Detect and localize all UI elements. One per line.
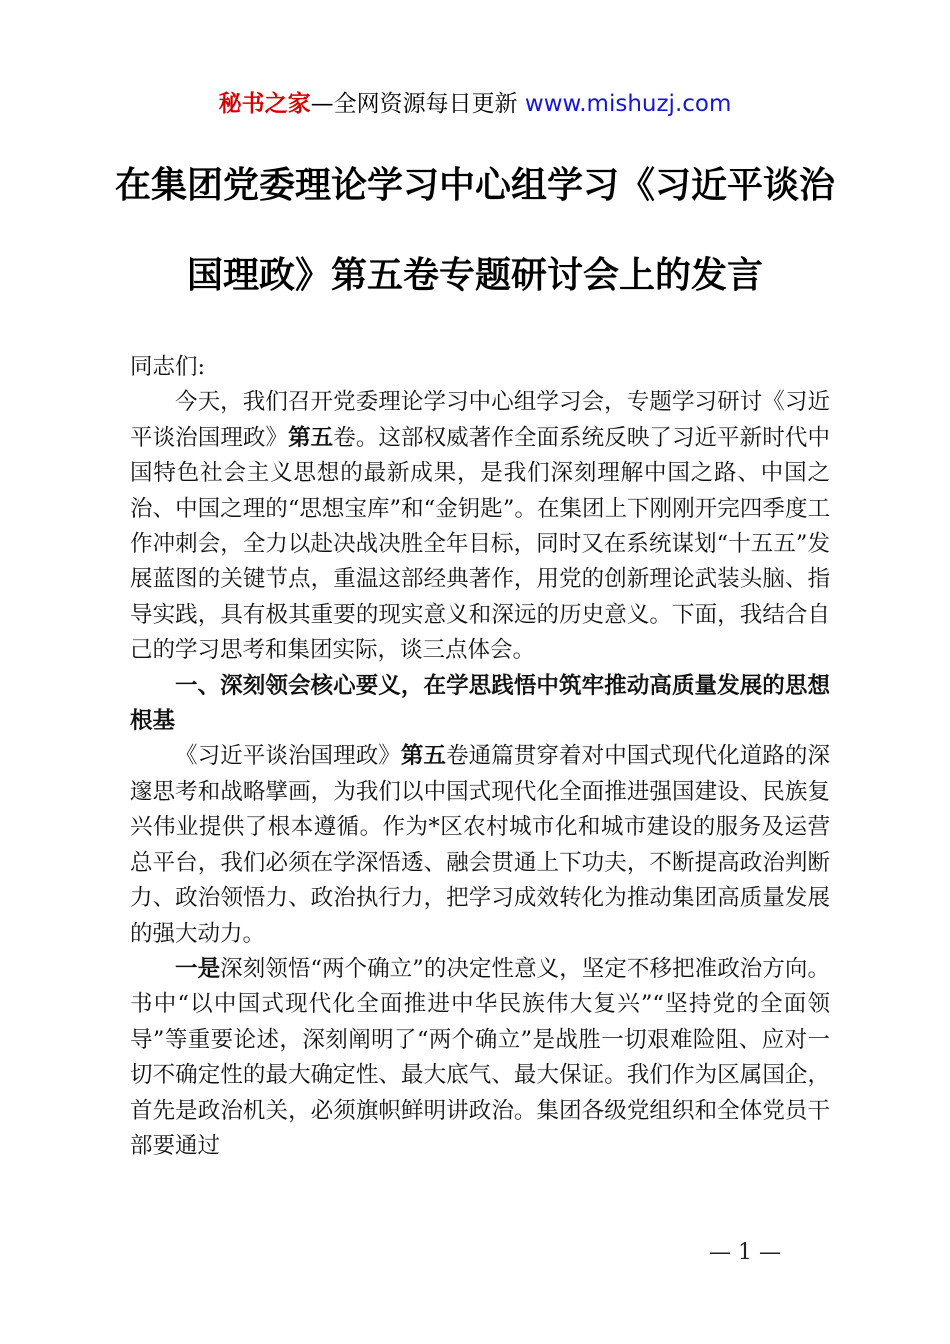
site-link[interactable]: www.mishuzj.com <box>524 91 732 117</box>
site-header <box>0 88 950 120</box>
paragraph-section-1 <box>130 739 830 951</box>
header-slogan: —全网资源每日更新 <box>310 91 525 117</box>
salutation: 同志们: <box>130 354 206 380</box>
page-number: — 1 — <box>709 1240 781 1265</box>
paragraph-intro-text-a: 今天，我们召开党委理论学习中心组学习会，专题学习研讨《习近平谈治国理政》 <box>130 389 830 451</box>
brand-name: 秘书之家 <box>218 91 311 117</box>
paragraph-intro-text-b: 卷。这部权威著作全面系统反映了习近平新时代中国特色社会主义思想的最新成果，是我们深刻理解中国之路、中国之治、中国之理的“思想宝库”和“金钥匙”。在集团上下刚刚开完四季度工作冲刺会，全力以赴决战决胜全年目标，同时又在系统谋划“十五五”发展蓝图的关键节点，重温这部经典著作，用党的创新理论武装头脑、指导实践，具有极其重要的现实意义和深远的历史意义。下面，我结合自己的学习思考和集团实际，谈三点体会。 <box>130 424 830 664</box>
paragraph-section-1-text-b: 卷通篇贯穿着对中国式现代化道路的深邃思考和战略擘画，为我们以中国式现代化全面推进强国建设、民族复兴伟业提供了根本遵循。作为*区农村城市化和城市建设的服务及运营总平台，我们必须在学深悟透、融会贯通上下功夫，不断提高政治判断力、政治领悟力、政治执行力，把学习成效转化为推动集团高质量发展的强大动力。 <box>130 743 830 947</box>
section-heading-1: 一、深刻领会核心要义，在学思践悟中筑牢推动高质量发展的思想根基 <box>130 672 830 735</box>
paragraph-point-1 <box>130 952 830 1164</box>
point-lead: 一是 <box>175 955 221 982</box>
paragraph-section-1-bold: 第五 <box>400 743 447 770</box>
document-body <box>130 350 830 1164</box>
paragraph-intro <box>130 385 830 668</box>
point-text: 深刻领悟“两个确立”的决定性意义，坚定不移把准政治方向。书中“以中国式现代化全面推进中华民族伟大复兴”“坚持党的全面领导”等重要论述，深刻阐明了“两个确立”是战胜一切艰难险阻、应对一切不确定性的最大确定性、最大底气、最大保证。我们作为区属国企，首先是政治机关，必须旗帜鲜明讲政治。集团各级党组织和全体党员干部要通过 <box>130 955 830 1159</box>
paragraph-section-1-text-a: 《习近平谈治国理政》 <box>175 743 401 770</box>
document-title-line-1: 在集团党委理论学习中心组学习《习近平谈治 <box>114 164 835 206</box>
paragraph-intro-bold: 第五 <box>288 424 334 451</box>
document-title-line-2: 国理政》第五卷专题研讨会上的发言 <box>186 254 763 296</box>
